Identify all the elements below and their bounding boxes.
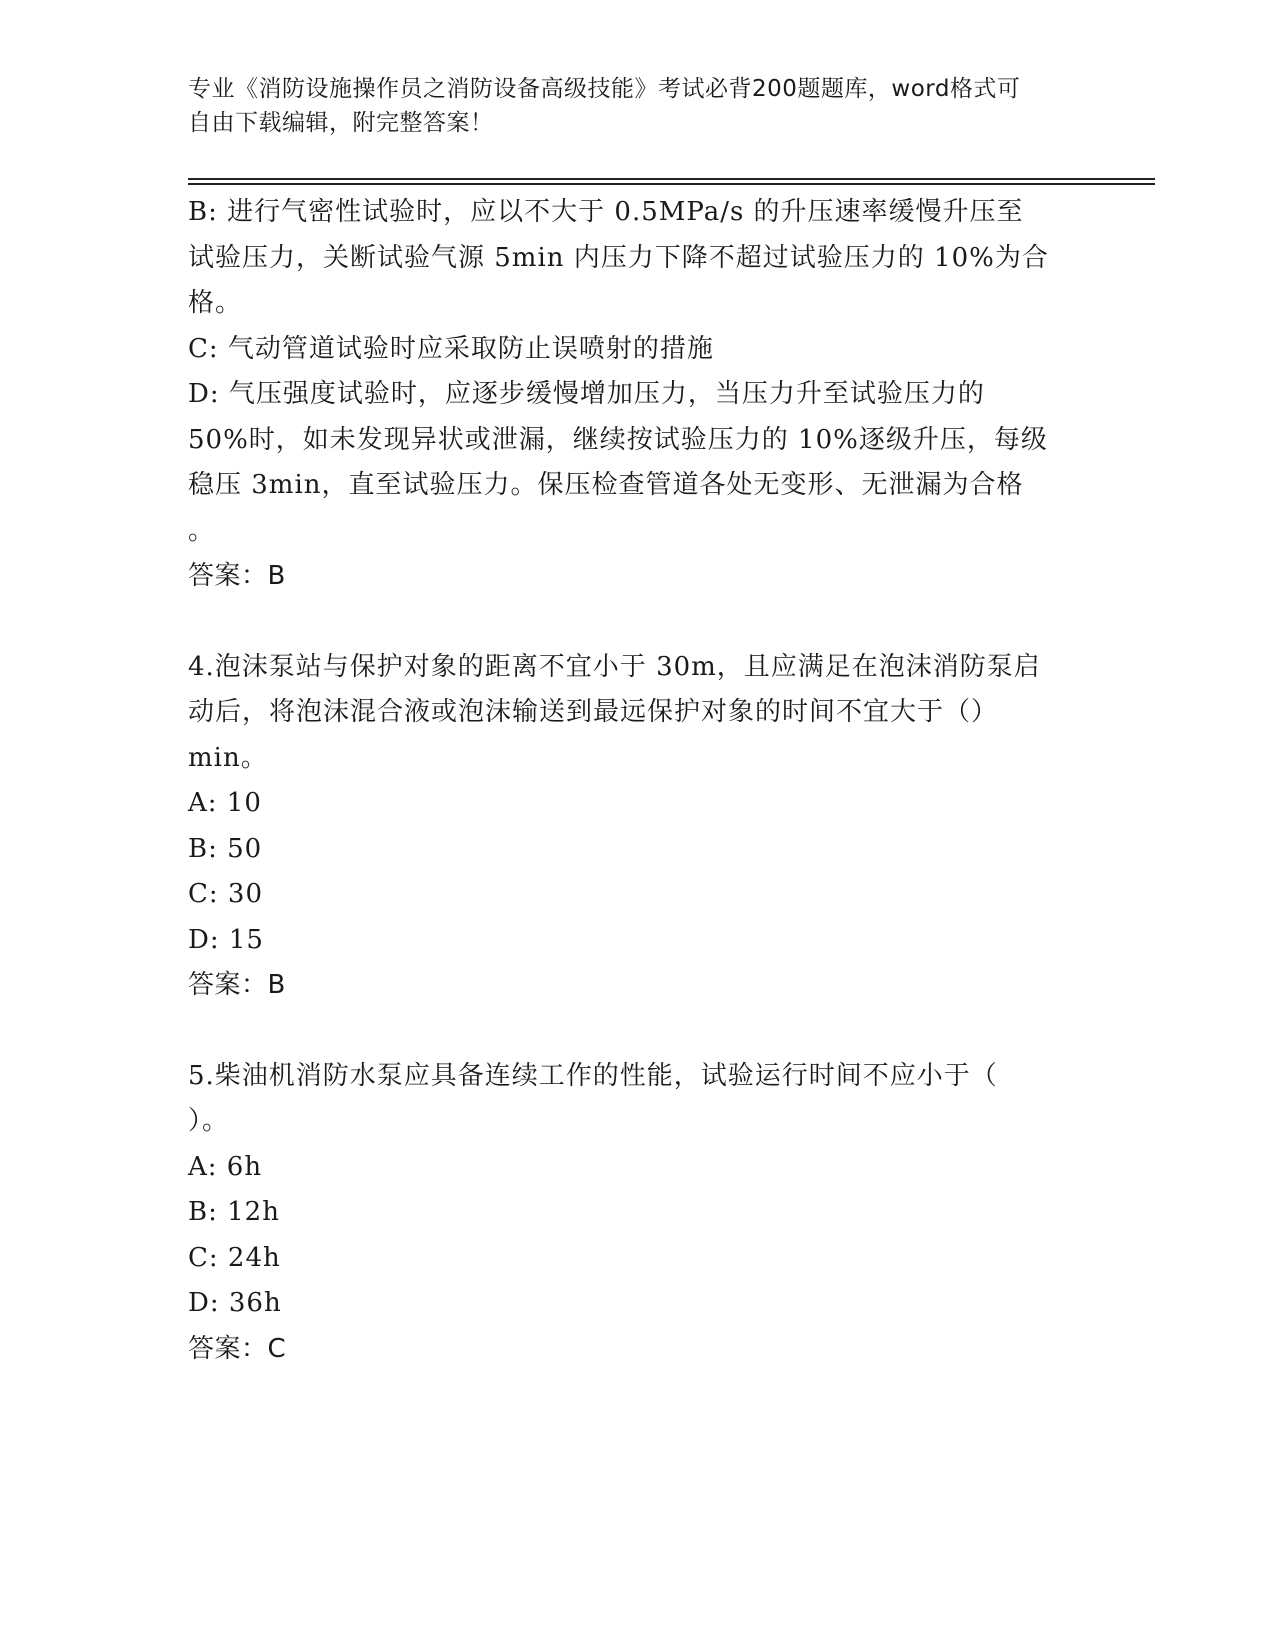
option-a: A: 10 (188, 788, 262, 818)
answer-label: 答案：B (188, 970, 286, 1000)
document-header (188, 72, 1068, 140)
header-divider-bottom (188, 183, 1155, 185)
question-4 (188, 645, 1078, 1009)
document-body (188, 190, 1078, 1372)
option-c: C: 30 (188, 879, 264, 909)
option-b-line: B: 进行气密性试验时，应以不大于 0.5MPa/s 的升压速率缓慢升压至 (188, 197, 1024, 227)
option-d-line: 50%时，如未发现异状或泄漏，继续按试验压力的 10%逐级升压，每级 (188, 424, 1048, 455)
option-a: A: 6h (188, 1151, 263, 1182)
option-b: B: 50 (188, 833, 263, 864)
option-b: B: 12h (188, 1197, 280, 1227)
question-spacer (188, 1009, 1078, 1054)
option-c: C: 24h (188, 1242, 281, 1273)
header-divider-top (188, 178, 1155, 180)
option-d-line: 。 (188, 515, 216, 546)
question-stem-line: 5.柴油机消防水泵应具备连续工作的性能，试验运行时间不应小于（ (188, 1060, 998, 1091)
header-line-2: 自由下载编辑，附完整答案！ (188, 110, 494, 136)
question-spacer (188, 600, 1078, 645)
question-5 (188, 1054, 1078, 1373)
option-d-line: 稳压 3min，直至试验压力。保压检查管道各处无变形、无泄漏为合格 (188, 470, 1024, 500)
option-b-line: 试验压力，关断试验气源 5min 内压力下降不超过试验压力的 10%为合 (188, 242, 1049, 273)
option-d-line: D: 气压强度试验时，应逐步缓慢增加压力，当压力升至试验压力的 (188, 379, 985, 409)
option-d: D: 15 (188, 924, 264, 955)
question-stem-line: 4.泡沫泵站与保护对象的距离不宜小于 30m，且应满足在泡沫消防泵启 (188, 651, 1041, 682)
header-line-1: 专业《消防设施操作员之消防设备高级技能》考试必背200题题库，word格式可 (188, 76, 1021, 102)
question-stem-line: 动后，将泡沫混合液或泡沫输送到最远保护对象的时间不宜大于（） (188, 697, 999, 727)
option-b-line: 格。 (188, 288, 243, 318)
option-d: D: 36h (188, 1288, 282, 1318)
question-stem-line: ）。 (188, 1106, 230, 1136)
answer-label: 答案：B (188, 561, 286, 591)
question-stem-line: min。 (188, 742, 268, 773)
option-c-line: C: 气动管道试验时应采取防止误喷射的措施 (188, 333, 714, 364)
question-3-tail (188, 190, 1078, 600)
answer-label: 答案：C (188, 1333, 287, 1364)
